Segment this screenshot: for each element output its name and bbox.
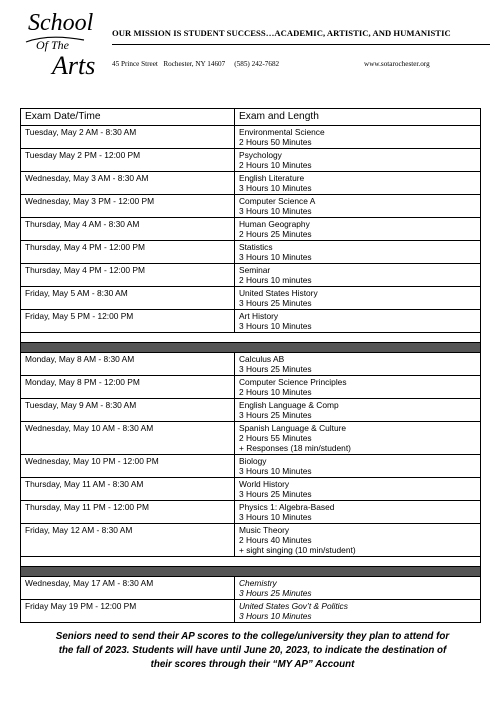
- exam-name: Computer Science Principles: [239, 377, 347, 387]
- exam-length: 2 Hours 55 Minutes: [239, 433, 312, 443]
- exam-date-time: Thursday, May 4 AM - 8:30 AM: [21, 218, 235, 241]
- exam-date-time: Friday, May 12 AM - 8:30 AM: [21, 524, 235, 557]
- exam-and-length: [235, 353, 481, 376]
- exam-name: Calculus AB: [239, 354, 285, 364]
- table-row: [21, 241, 481, 264]
- table-row: [21, 600, 481, 623]
- exam-and-length: [235, 478, 481, 501]
- exam-length: 2 Hours 25 Minutes: [239, 229, 312, 239]
- exam-date-time: Wednesday, May 3 PM - 12:00 PM: [21, 195, 235, 218]
- exam-date-time: Wednesday, May 3 AM - 8:30 AM: [21, 172, 235, 195]
- exam-and-length: [235, 126, 481, 149]
- table-row: [21, 287, 481, 310]
- table-row: [21, 455, 481, 478]
- exam-and-length: [235, 241, 481, 264]
- exam-and-length: [235, 399, 481, 422]
- street: 45 Prince Street: [112, 60, 158, 68]
- divider-row: [21, 567, 481, 577]
- city: Rochester, NY 14607: [163, 60, 226, 68]
- exam-and-length: [235, 501, 481, 524]
- exam-and-length: [235, 195, 481, 218]
- logo-word-arts: Arts: [52, 51, 96, 80]
- exam-and-length: [235, 310, 481, 333]
- exam-name: United States Gov’t & Politics: [239, 601, 348, 611]
- spacer-cell: [21, 333, 481, 343]
- table-header-row: [21, 109, 481, 126]
- exam-name: World History: [239, 479, 290, 489]
- spacer-row: [21, 557, 481, 567]
- divider-cell: [21, 567, 481, 577]
- exam-and-length: [235, 376, 481, 399]
- header-rule: [112, 44, 490, 45]
- exam-name: Biology: [239, 456, 267, 466]
- table-body: [21, 126, 481, 623]
- exam-length: 3 Hours 10 Minutes: [239, 183, 312, 193]
- exam-length: 3 Hours 10 Minutes: [239, 611, 312, 621]
- exam-name: Statistics: [239, 242, 273, 252]
- school-logo: [22, 6, 102, 82]
- exam-date-time: Friday May 19 PM - 12:00 PM: [21, 600, 235, 623]
- exam-name: English Literature: [239, 173, 305, 183]
- table-row: [21, 353, 481, 376]
- exam-name: Seminar: [239, 265, 271, 275]
- exam-length: 3 Hours 25 Minutes: [239, 410, 312, 420]
- exam-length: 3 Hours 10 Minutes: [239, 512, 312, 522]
- address-line: [112, 60, 279, 68]
- exam-and-length: [235, 524, 481, 557]
- notice-line-3: their scores through their “MY AP” Account: [150, 659, 355, 670]
- table-row: [21, 376, 481, 399]
- exam-date-time: Friday, May 5 PM - 12:00 PM: [21, 310, 235, 333]
- table-row: [21, 524, 481, 557]
- exam-name: Human Geography: [239, 219, 310, 229]
- exam-date-time: Thursday, May 11 PM - 12:00 PM: [21, 501, 235, 524]
- spacer-row: [21, 333, 481, 343]
- exam-name: Music Theory: [239, 525, 290, 535]
- exam-date-time: Tuesday, May 9 AM - 8:30 AM: [21, 399, 235, 422]
- exam-and-length: [235, 455, 481, 478]
- exam-date-time: Friday, May 5 AM - 8:30 AM: [21, 287, 235, 310]
- exam-length: 3 Hours 10 Minutes: [239, 466, 312, 476]
- exam-length: 3 Hours 10 Minutes: [239, 252, 312, 262]
- exam-and-length: [235, 287, 481, 310]
- table-row: [21, 310, 481, 333]
- notice-line-1: Seniors need to send their AP scores to the college/university they plan to attend for: [55, 631, 450, 642]
- exam-name: English Language & Comp: [239, 400, 339, 410]
- exam-and-length: [235, 149, 481, 172]
- column-header-date: Exam Date/Time: [21, 109, 235, 126]
- exam-and-length: [235, 422, 481, 455]
- exam-name: Psychology: [239, 150, 282, 160]
- exam-length: 3 Hours 25 Minutes: [239, 298, 312, 308]
- exam-date-time: Thursday, May 4 PM - 12:00 PM: [21, 264, 235, 287]
- phone: (585) 242-7682: [234, 60, 280, 68]
- exam-name: Chemistry: [239, 578, 277, 588]
- notice-line-2: the fall of 2023. Students will have until June 20, 2023, to indicate the destination of: [58, 645, 447, 656]
- exam-length: 3 Hours 25 Minutes: [239, 588, 312, 598]
- exam-schedule-table: [20, 108, 481, 623]
- exam-date-time: Wednesday, May 10 AM - 8:30 AM: [21, 422, 235, 455]
- exam-and-length: [235, 600, 481, 623]
- exam-name: Spanish Language & Culture: [239, 423, 347, 433]
- table-row: [21, 172, 481, 195]
- column-header-exam: Exam and Length: [235, 109, 481, 126]
- table-row: [21, 264, 481, 287]
- divider-cell: [21, 343, 481, 353]
- exam-length: 2 Hours 10 Minutes: [239, 160, 312, 170]
- exam-name: Physics 1: Algebra-Based: [239, 502, 335, 512]
- table-row: [21, 195, 481, 218]
- exam-length: 2 Hours 10 minutes: [239, 275, 312, 285]
- exam-extra: + sight singing (10 min/student): [239, 545, 356, 555]
- exam-length: 2 Hours 10 Minutes: [239, 387, 312, 397]
- exam-name: Art History: [239, 311, 279, 321]
- exam-and-length: [235, 577, 481, 600]
- exam-date-time: Thursday, May 11 AM - 8:30 AM: [21, 478, 235, 501]
- table-row: [21, 478, 481, 501]
- table-row: [21, 422, 481, 455]
- logo-word-ofthe: Of The: [36, 38, 69, 52]
- exam-length: 2 Hours 40 Minutes: [239, 535, 312, 545]
- exam-date-time: Wednesday, May 10 PM - 12:00 PM: [21, 455, 235, 478]
- mission-statement: OUR MISSION IS STUDENT SUCCESS…ACADEMIC, ARTISTIC, AND HUMANISTIC: [112, 28, 451, 38]
- exam-name: Environmental Science: [239, 127, 325, 137]
- exam-and-length: [235, 172, 481, 195]
- exam-name: Computer Science A: [239, 196, 316, 206]
- exam-name: United States History: [239, 288, 318, 298]
- exam-date-time: Thursday, May 4 PM - 12:00 PM: [21, 241, 235, 264]
- exam-date-time: Wednesday, May 17 AM - 8:30 AM: [21, 577, 235, 600]
- logo-graphic: [22, 6, 102, 82]
- table-row: [21, 501, 481, 524]
- exam-length: 3 Hours 10 Minutes: [239, 321, 312, 331]
- exam-date-time: Monday, May 8 AM - 8:30 AM: [21, 353, 235, 376]
- exam-date-time: Monday, May 8 PM - 12:00 PM: [21, 376, 235, 399]
- spacer-cell: [21, 557, 481, 567]
- senior-notice: [20, 630, 485, 672]
- exam-date-time: Tuesday May 2 PM - 12:00 PM: [21, 149, 235, 172]
- exam-and-length: [235, 264, 481, 287]
- exam-length: 3 Hours 25 Minutes: [239, 489, 312, 499]
- exam-length: 2 Hours 50 Minutes: [239, 137, 312, 147]
- table-row: [21, 399, 481, 422]
- exam-date-time: Tuesday, May 2 AM - 8:30 AM: [21, 126, 235, 149]
- table-row: [21, 577, 481, 600]
- logo-word-school: School: [28, 10, 94, 36]
- exam-extra: + Responses (18 min/student): [239, 443, 351, 453]
- table-row: [21, 149, 481, 172]
- divider-row: [21, 343, 481, 353]
- table-row: [21, 218, 481, 241]
- website: www.sotarochester.org: [364, 60, 430, 68]
- exam-length: 3 Hours 10 Minutes: [239, 206, 312, 216]
- table-row: [21, 126, 481, 149]
- exam-and-length: [235, 218, 481, 241]
- exam-length: 3 Hours 25 Minutes: [239, 364, 312, 374]
